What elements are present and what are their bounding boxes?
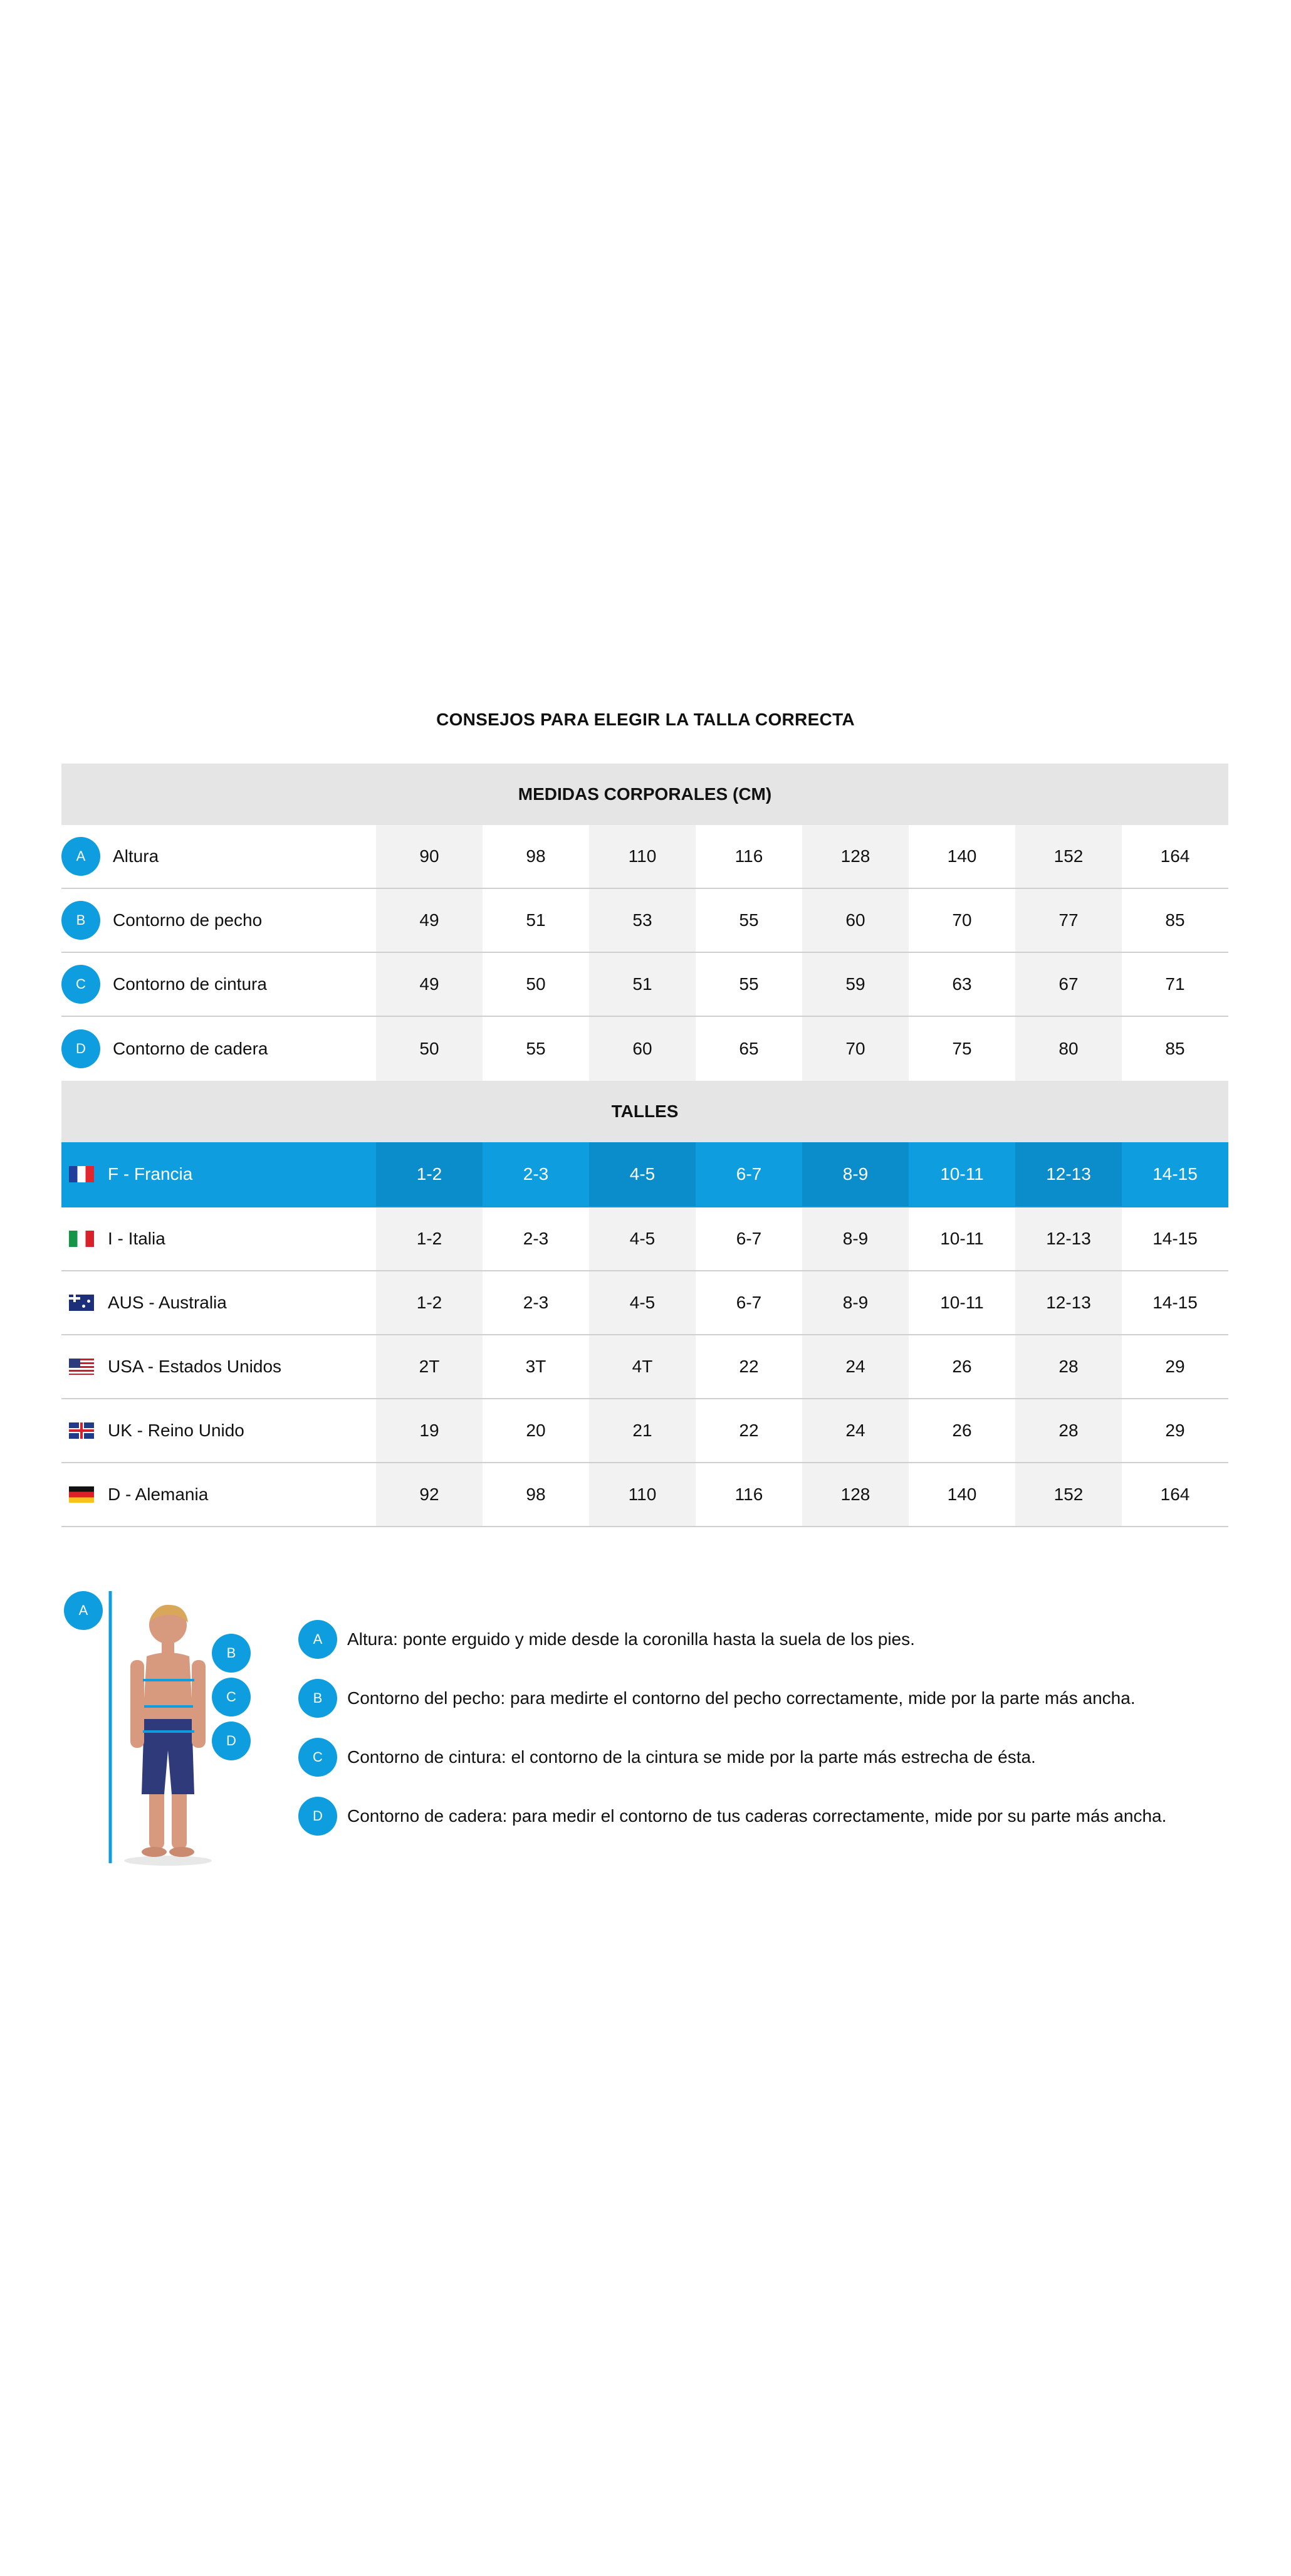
cell: 50 <box>526 974 546 994</box>
cell: 12-13 <box>1015 1207 1122 1270</box>
size-chart-table <box>61 764 1228 1527</box>
cell: 22 <box>739 1421 759 1440</box>
cell: 14-15 <box>1152 1229 1198 1248</box>
cell: 90 <box>376 825 483 888</box>
cell: 140 <box>947 846 977 866</box>
instruction-item <box>298 1617 1166 1661</box>
cell: 2T <box>376 1335 483 1398</box>
cell: 6-7 <box>736 1164 762 1184</box>
instruction-item <box>298 1794 1166 1838</box>
row-label: Contorno de cadera <box>113 1039 268 1058</box>
instruction-item <box>298 1735 1166 1779</box>
cell: 71 <box>1165 974 1185 994</box>
cell: 55 <box>739 974 759 994</box>
size-row-italia <box>61 1207 1228 1271</box>
instruction-text: Contorno de cadera: para medir el contorno de tus caderas correctamente, mide por su parte más ancha. <box>347 1806 1167 1826</box>
badge-b-icon: B <box>212 1634 251 1673</box>
cell: 6-7 <box>736 1229 762 1248</box>
cell: 10-11 <box>940 1229 984 1248</box>
cell: 98 <box>526 1485 546 1504</box>
instruction-text: Contorno del pecho: para medirte el contorno del pecho correctamente, mide por la parte más ancha. <box>347 1688 1136 1708</box>
cell: 1-2 <box>376 1271 483 1334</box>
cell: 116 <box>734 846 763 866</box>
cell: 98 <box>526 846 546 866</box>
instruction-text: Contorno de cintura: el contorno de la cintura se mide por la parte más estrecha de ésta. <box>347 1747 1036 1767</box>
australia-flag-icon <box>69 1295 94 1311</box>
cell: 26 <box>952 1421 972 1440</box>
row-label: AUS - Australia <box>108 1293 227 1312</box>
cell: 85 <box>1165 910 1185 930</box>
cell: 110 <box>589 1463 696 1526</box>
cell: 60 <box>802 889 909 952</box>
cell: 26 <box>952 1357 972 1376</box>
cell: 24 <box>802 1399 909 1462</box>
cell: 49 <box>376 889 483 952</box>
cell: 128 <box>802 825 909 888</box>
badge-a-icon: A <box>61 837 100 876</box>
cell: 164 <box>1160 846 1190 866</box>
cell: 19 <box>376 1399 483 1462</box>
measure-row-altura <box>61 825 1228 889</box>
cell: 77 <box>1015 889 1122 952</box>
cell: 65 <box>739 1039 759 1058</box>
cell: 29 <box>1165 1357 1185 1376</box>
cell: 152 <box>1015 825 1122 888</box>
cell: 24 <box>802 1335 909 1398</box>
cell: 51 <box>526 910 546 930</box>
uk-flag-icon <box>69 1422 94 1439</box>
size-row-australia <box>61 1271 1228 1335</box>
cell: 70 <box>952 910 972 930</box>
badge-d-icon: D <box>61 1029 100 1068</box>
badge-c-icon: C <box>61 965 100 1004</box>
cell: 8-9 <box>802 1142 909 1206</box>
cell: 59 <box>802 953 909 1016</box>
cell: 4-5 <box>589 1271 696 1334</box>
cell: 8-9 <box>802 1207 909 1270</box>
cell: 51 <box>589 953 696 1016</box>
child-swimmer-illustration <box>61 1586 287 1874</box>
italy-flag-icon <box>69 1231 94 1247</box>
cell: 28 <box>1015 1335 1122 1398</box>
cell: 164 <box>1160 1485 1190 1504</box>
usa-flag-icon <box>69 1359 94 1375</box>
cell: 20 <box>526 1421 546 1440</box>
measures-header: MEDIDAS CORPORALES (CM) <box>61 764 1228 825</box>
cell: 10-11 <box>940 1293 984 1312</box>
cell: 22 <box>739 1357 759 1376</box>
cell: 70 <box>802 1017 909 1081</box>
cell: 21 <box>589 1399 696 1462</box>
row-label: F - Francia <box>108 1164 193 1184</box>
measure-row-pecho <box>61 889 1228 953</box>
size-row-reino-unido <box>61 1399 1228 1463</box>
germany-flag-icon <box>69 1486 94 1503</box>
cell: 152 <box>1015 1463 1122 1526</box>
cell: 116 <box>734 1485 763 1504</box>
row-label: Contorno de pecho <box>113 910 263 930</box>
badge-d-icon: D <box>212 1722 251 1760</box>
row-label: Altura <box>113 846 159 866</box>
cell: 12-13 <box>1015 1142 1122 1206</box>
measure-row-cadera <box>61 1017 1228 1081</box>
size-row-estados-unidos <box>61 1335 1228 1399</box>
badge-a-icon: A <box>64 1591 103 1630</box>
cell: 14-15 <box>1152 1164 1198 1184</box>
measurement-guide <box>61 1586 1228 1874</box>
badge-c-icon: C <box>212 1678 251 1716</box>
cell: 6-7 <box>736 1293 762 1312</box>
size-row-alemania <box>61 1463 1228 1527</box>
row-label: D - Alemania <box>108 1485 209 1504</box>
cell: 50 <box>376 1017 483 1081</box>
cell: 67 <box>1015 953 1122 1016</box>
cell: 75 <box>952 1039 972 1058</box>
size-row-francia <box>61 1142 1228 1207</box>
cell: 4-5 <box>589 1142 696 1206</box>
cell: 53 <box>589 889 696 952</box>
instruction-item <box>298 1676 1166 1720</box>
cell: 128 <box>802 1463 909 1526</box>
cell: 1-2 <box>376 1142 483 1206</box>
cell: 60 <box>589 1017 696 1081</box>
cell: 2-3 <box>523 1164 549 1184</box>
cell: 55 <box>526 1039 546 1058</box>
cell: 1-2 <box>376 1207 483 1270</box>
row-label: Contorno de cintura <box>113 974 267 994</box>
cell: 2-3 <box>523 1229 549 1248</box>
sizes-header: TALLES <box>61 1081 1228 1142</box>
measurement-instructions <box>298 1617 1166 1853</box>
cell: 63 <box>952 974 972 994</box>
cell: 80 <box>1015 1017 1122 1081</box>
cell: 4T <box>589 1335 696 1398</box>
badge-a-icon: A <box>298 1620 337 1659</box>
cell: 10-11 <box>940 1164 984 1184</box>
row-label: USA - Estados Unidos <box>108 1357 282 1376</box>
cell: 29 <box>1165 1421 1185 1440</box>
cell: 55 <box>739 910 759 930</box>
cell: 8-9 <box>802 1271 909 1334</box>
cell: 140 <box>947 1485 977 1504</box>
cell: 85 <box>1165 1039 1185 1058</box>
cell: 92 <box>376 1463 483 1526</box>
cell: 28 <box>1015 1399 1122 1462</box>
france-flag-icon <box>69 1166 94 1182</box>
badge-b-icon: B <box>298 1679 337 1718</box>
cell: 14-15 <box>1152 1293 1198 1312</box>
badge-b-icon: B <box>61 901 100 940</box>
badge-d-icon: D <box>298 1797 337 1836</box>
row-label: I - Italia <box>108 1229 165 1248</box>
cell: 49 <box>376 953 483 1016</box>
cell: 2-3 <box>523 1293 549 1312</box>
badge-c-icon: C <box>298 1738 337 1777</box>
cell: 4-5 <box>589 1207 696 1270</box>
row-label: UK - Reino Unido <box>108 1421 244 1440</box>
page-title: CONSEJOS PARA ELEGIR LA TALLA CORRECTA <box>436 710 855 729</box>
cell: 110 <box>589 825 696 888</box>
child-figure-illustration <box>61 1586 287 1874</box>
measure-row-cintura <box>61 953 1228 1017</box>
cell: 3T <box>525 1357 546 1376</box>
cell: 12-13 <box>1015 1271 1122 1334</box>
instruction-text: Altura: ponte erguido y mide desde la coronilla hasta la suela de los pies. <box>347 1629 915 1649</box>
